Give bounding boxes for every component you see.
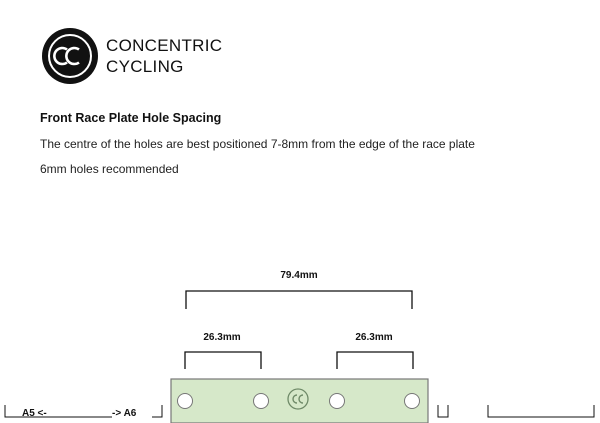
instruction-positioning: The centre of the holes are best positioned 7-8mm from the edge of the race plate (40, 137, 475, 151)
right-pair-dimension (337, 332, 413, 369)
left-pair-dimension (185, 332, 261, 369)
mounting-hole-2 (254, 394, 269, 409)
overall-dimension (186, 270, 412, 309)
brand-name-line2: CYCLING (106, 57, 184, 76)
left-pair-dimension-bracket (185, 352, 261, 369)
size-scale-far-bracket (488, 405, 594, 417)
size-scale-plate-end-mark (438, 405, 448, 417)
size-scale-left-label: A5 <- (22, 408, 47, 419)
overall-dimension-bracket (186, 291, 412, 309)
overall-dimension-label: 79.4mm (280, 270, 318, 281)
right-pair-dimension-label: 26.3mm (355, 332, 393, 343)
race-plate (171, 379, 428, 423)
mounting-hole-3 (330, 394, 345, 409)
brand-name-line1: CONCENTRIC (106, 36, 223, 55)
mounting-hole-1 (178, 394, 193, 409)
right-pair-dimension-bracket (337, 352, 413, 369)
size-scale-right-tick (152, 405, 162, 417)
left-pair-dimension-label: 26.3mm (203, 332, 241, 343)
size-scale-right-label: -> A6 (112, 408, 137, 419)
mounting-hole-4 (405, 394, 420, 409)
instruction-hole-size: 6mm holes recommended (40, 162, 179, 176)
page-title: Front Race Plate Hole Spacing (40, 111, 222, 125)
